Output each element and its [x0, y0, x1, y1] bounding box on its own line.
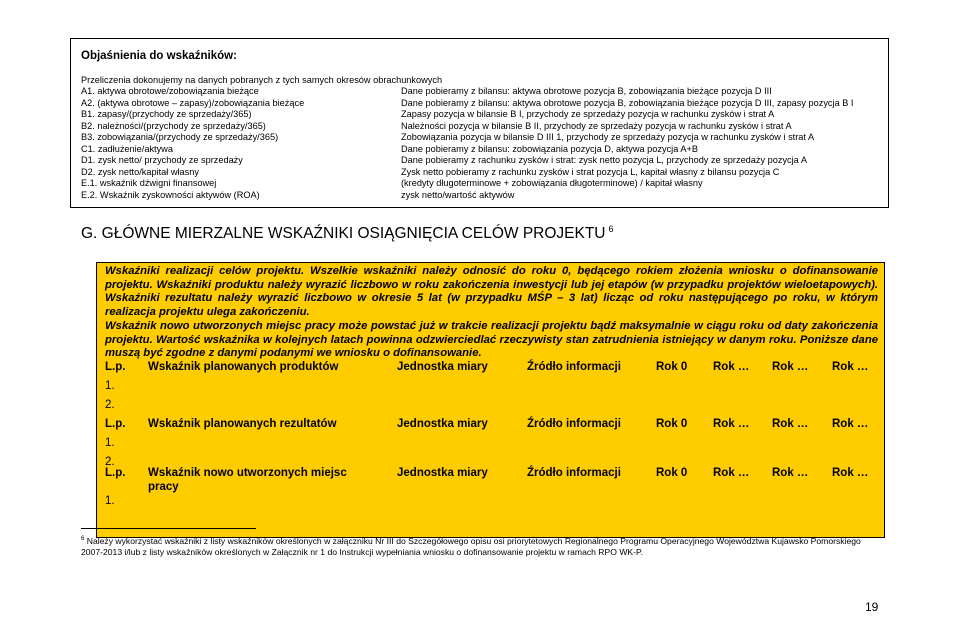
- definition-label: A2. (aktywa obrotowe – zapasy)/zobowiązania bieżące: [81, 97, 305, 108]
- col-year-3: Rok …: [832, 361, 869, 373]
- col-unit: Jednostka miary: [397, 467, 488, 479]
- definition-value: Zysk netto pobieramy z rachunku zysków i strat pozycja L, kapitał własny z bilansu pozycja C: [401, 166, 780, 177]
- definition-row: [81, 132, 881, 144]
- definition-value: Dane pobieramy z bilansu: aktywa obrotowe pozycja B, zobowiązania bieżące pozycja D III: [401, 86, 772, 96]
- col-year-3: Rok …: [832, 467, 869, 479]
- definition-row: [81, 98, 881, 110]
- col-unit: Jednostka miary: [397, 361, 488, 373]
- table-header-row: [105, 360, 880, 379]
- definition-value: Należności pozycja w bilansie B II, przychody ze sprzedaży pozycja w rachunku zysków i strat A: [401, 120, 792, 131]
- col-year-1: Rok …: [713, 361, 750, 373]
- table-row: [105, 398, 880, 417]
- definition-value: Zobowiązania pozycja w bilansie D III 1, przychody ze sprzedaży pozycja w rachunku zysków i strat A: [401, 132, 815, 142]
- table-header-row: [105, 466, 880, 494]
- section-heading-text: G. GŁÓWNE MIERZALNE WSKAŹNIKI OSIĄGNIĘCIA CELÓW PROJEKTU: [81, 225, 606, 243]
- col-year-3: Rok …: [832, 418, 869, 430]
- definition-row: [81, 121, 881, 133]
- row-number: 1.: [105, 495, 115, 507]
- heading-footnote-mark: 6: [608, 224, 614, 234]
- table-header-row: [105, 417, 880, 436]
- definition-label: D1. zysk netto/ przychody ze sprzedaży: [81, 155, 243, 165]
- col-year-0: Rok 0: [656, 361, 688, 373]
- definition-row: [81, 155, 881, 167]
- col-lp: L.p.: [105, 361, 126, 373]
- definition-label: A1. aktywa obrotowe/zobowiązania bieżące: [81, 86, 259, 96]
- col-year-1: Rok …: [713, 467, 750, 479]
- definition-row: [81, 86, 881, 98]
- new-jobs-table: [105, 466, 880, 513]
- col-unit: Jednostka miary: [397, 418, 488, 430]
- definition-value: Dane pobieramy z bilansu: zobowiązania pozycja D, aktywa pozycja A+B: [401, 143, 698, 154]
- definition-label: B1. zapasy/(przychody ze sprzedaży/365): [81, 109, 252, 119]
- footnote-mark: 6: [81, 536, 85, 542]
- col-source: Źródło informacji: [527, 467, 621, 479]
- instruction-paragraph: Wskaźnik nowo utworzonych miejsc pracy może powstać już w trakcie realizacji projektu bądź maksymalnie w ciągu roku od daty zakończenia projektu. Wartość wskaźnika w kolejnych latach powinna odzwierciedlać rzeczywisty stan zatrudnienia istniejący w danym roku. Poniższe dane muszą być zgodne z danymi podanymi we wniosku o dofinansowanie.: [105, 319, 878, 360]
- col-lp: L.p.: [105, 467, 126, 479]
- definition-value: (kredyty długoterminowe + zobowiązania długoterminowe) / kapitał własny: [401, 178, 703, 188]
- definition-label: D2. zysk netto/kapitał własny: [81, 166, 199, 177]
- col-year-0: Rok 0: [656, 418, 688, 430]
- col-indicator: Wskaźnik nowo utworzonych miejsc pracy: [148, 467, 347, 493]
- table-row: [105, 494, 880, 513]
- col-year-2: Rok …: [772, 361, 809, 373]
- definition-row: [81, 144, 881, 156]
- definition-value: zysk netto/wartość aktywów: [401, 189, 515, 200]
- definition-value: Zapasy pozycja w bilansie B I, przychody ze sprzedaży pozycja w rachunku zysków i strat A: [401, 109, 775, 119]
- definition-label: B2. należności/(przychody ze sprzedaży/365): [81, 120, 266, 131]
- definitions-list: [81, 86, 881, 201]
- row-number: 2.: [105, 399, 115, 411]
- row-number: 1.: [105, 380, 115, 392]
- table-row: [105, 379, 880, 398]
- instruction-paragraph: Wskaźniki realizacji celów projektu. Wszelkie wskaźniki należy odnosić do roku 0, będącego rokiem złożenia wniosku o dofinansowanie projektu. Wskaźniki produktu należy wyrazić liczbowo w roku zakończenia inwestycji lub jej etapów (w przypadku projektów wieloetapowych). Wskaźniki rezultatu należy wyrazić liczbowo w okresie 5 lat (w przypadku MŚP – 3 lat) licząc od roku następującego po roku, w którym realizacja projektu ulega zakończeniu.: [105, 265, 878, 319]
- definition-label: E.2. Wskaźnik zyskowności aktywów (ROA): [81, 189, 260, 200]
- table-row: [105, 436, 880, 455]
- col-lp: L.p.: [105, 418, 126, 430]
- col-source: Źródło informacji: [527, 361, 621, 373]
- definition-label: C1. zadłużenie/aktywa: [81, 143, 173, 154]
- page-number: 19: [865, 600, 879, 614]
- col-year-0: Rok 0: [656, 467, 688, 479]
- col-indicator: Wskaźnik planowanych rezultatów: [148, 418, 337, 430]
- row-number: 1.: [105, 437, 115, 449]
- footnote: [81, 534, 881, 558]
- definition-row: [81, 109, 881, 121]
- indicators-instructions: [105, 265, 878, 361]
- definition-value: Dane pobieramy z rachunku zysków i strat: zysk netto pozycja L, przychody ze sprzedaży pozycja A: [401, 155, 807, 165]
- footnote-text: Należy wykorzystać wskaźniki z listy wskaźników określonych w załączniku Nr III do Szczegółowego opisu osi priorytetowych Regionalnego Programu Operacyjnego Województwa Kujawsko Pomorskiego 2007-2013 i/lub z listy wskaźników określonych w Załącznik nr 1 do Instrukcji wypełniania wniosku o dofinansowanie projektu w ramach RPO WK-P.: [81, 535, 861, 557]
- col-source: Źródło informacji: [527, 418, 621, 430]
- definition-row: [81, 178, 881, 190]
- section-heading: [81, 224, 614, 243]
- col-year-2: Rok …: [772, 467, 809, 479]
- col-indicator: Wskaźnik planowanych produktów: [148, 361, 339, 373]
- col-year-1: Rok …: [713, 418, 750, 430]
- definition-row: [81, 190, 881, 202]
- definition-value: Dane pobieramy z bilansu: aktywa obrotowe pozycja B, zobowiązania bieżące pozycja D III, zapasy pozycja B I: [401, 97, 854, 108]
- products-table: [105, 360, 880, 417]
- explanations-intro: Przeliczenia dokonujemy na danych pobranych z tych samych okresów obrachunkowych: [81, 75, 443, 85]
- explanations-title: Objaśnienia do wskaźników:: [81, 50, 237, 62]
- definition-row: [81, 167, 881, 179]
- definition-label: B3. zobowiązania/(przychody ze sprzedaży/365): [81, 132, 279, 142]
- col-year-2: Rok …: [772, 418, 809, 430]
- footnote-divider: [81, 528, 256, 529]
- row-number: 2.: [105, 456, 115, 468]
- definition-label: E.1. wskaźnik dźwigni finansowej: [81, 178, 217, 188]
